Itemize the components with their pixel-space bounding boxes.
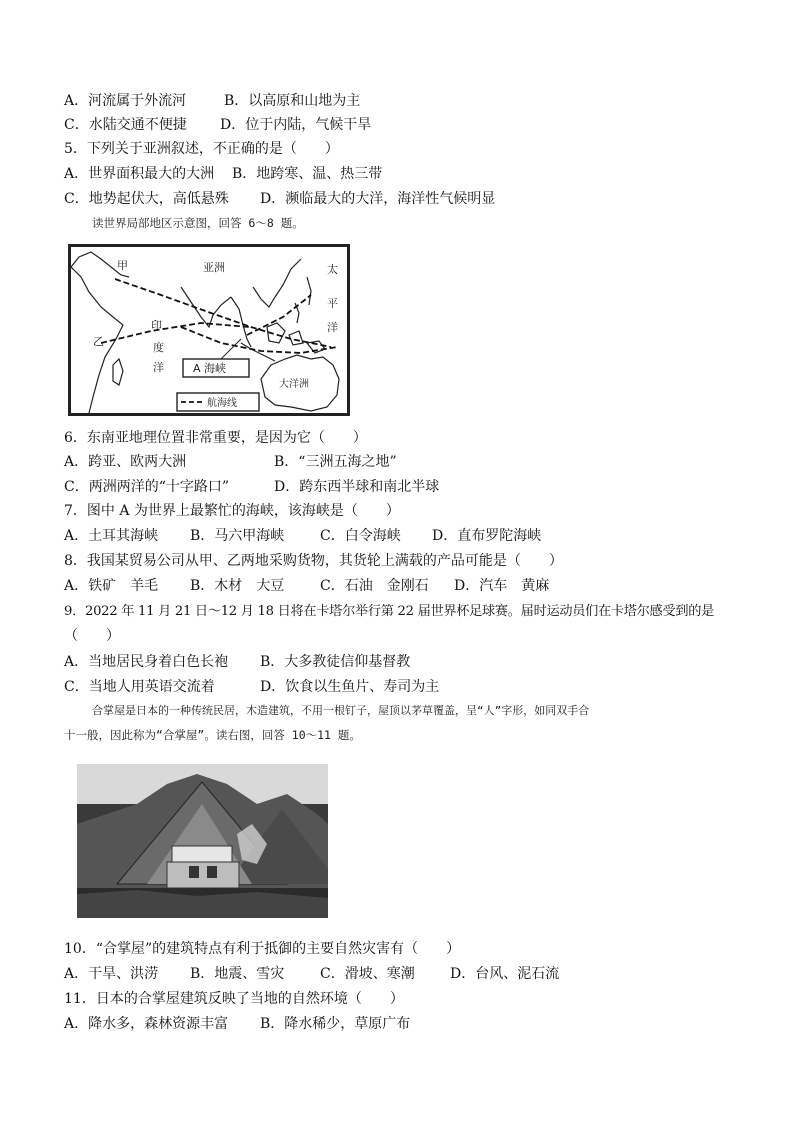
- map-label-yi: 乙: [93, 335, 104, 348]
- q7-option-b: B．马六甲海峡: [190, 528, 285, 544]
- map-legend-label: 航海线: [207, 398, 237, 409]
- q6-option-a: A．跨亚、欧两大洲: [64, 454, 187, 470]
- q4-option-d: D．位于内陆，气候干旱: [220, 117, 372, 133]
- q6-stem: 6．东南亚地理位置非常重要，是因为它（ ）: [64, 430, 367, 446]
- q4-options-row2: [64, 116, 744, 134]
- q5-option-d: D．濒临最大的大洋，海洋性气候明显: [260, 191, 496, 207]
- map-label-du: 度: [153, 341, 164, 354]
- q8-option-b: B．木材 大豆: [190, 578, 285, 594]
- q7-option-a: A．土耳其海峡: [64, 528, 159, 544]
- q10-option-a: A．干旱、洪涝: [64, 966, 159, 982]
- q8-option-a: A．铁矿 羊毛: [64, 578, 159, 594]
- q4-option-a: A．河流属于外流河: [64, 93, 187, 109]
- map-label-yang-indian: 洋: [153, 361, 164, 374]
- q11-option-a: A．降水多，森林资源丰富: [64, 1016, 229, 1032]
- q7-options: [64, 527, 744, 545]
- q10-options: [64, 965, 744, 983]
- q4-options-row1: [64, 92, 744, 110]
- q11-options: [64, 1015, 744, 1033]
- q6-options-row1: [64, 453, 744, 471]
- q8-stem: 8．我国某贸易公司从甲、乙两地采购货物，其货轮上满载的产品可能是（ ）: [64, 553, 563, 569]
- world-region-map: [68, 244, 350, 416]
- gassho-house-photo: [77, 764, 328, 918]
- map-label-yin: 印: [151, 319, 162, 332]
- passage-line1: 合掌屋是日本的一种传统民居，木造建筑，不用一根钉子，屋顶以茅草覆盖，呈“人”字形，如同双手合: [92, 704, 590, 717]
- q5-option-b: B．地跨寒、温、热三带: [232, 166, 383, 182]
- map-label-oceania: 大洋洲: [279, 379, 309, 390]
- q9-option-c: C．当地人用英语交流着: [64, 679, 215, 695]
- q7-option-d: D．直布罗陀海峡: [432, 528, 542, 544]
- gassho-house-drawing: [77, 764, 328, 918]
- q10-option-b: B．地震、雪灾: [190, 966, 285, 982]
- q8-options: [64, 577, 744, 595]
- q6-option-c: C．两洲两洋的“十字路口”: [64, 479, 230, 495]
- map-label-jia: 甲: [117, 259, 128, 272]
- q6-option-b: B．“三洲五海之地”: [274, 454, 397, 470]
- q11-stem: 11．日本的合掌屋建筑反映了当地的自然环境（ ）: [64, 991, 404, 1007]
- q4-option-b: B．以高原和山地为主: [224, 93, 361, 109]
- q11-option-b: B．降水稀少，草原广布: [260, 1016, 411, 1032]
- q9-option-b: B．大多教徒信仰基督教: [260, 654, 411, 670]
- q10-option-d: D．台风、泥石流: [450, 966, 560, 982]
- q9-option-a: A．当地居民身着白色长袍: [64, 654, 229, 670]
- q6-option-d: D．跨东西半球和南北半球: [274, 479, 440, 495]
- map-intro: 读世界局部地区示意图，回答 6～8 题。: [92, 216, 304, 230]
- q9-options-row2: [64, 678, 744, 696]
- map-drawing: [71, 247, 347, 413]
- q5-options-row1: [64, 165, 744, 183]
- q5-stem: 5．下列关于亚洲叙述，不正确的是（ ）: [64, 141, 339, 157]
- q5-options-row2: [64, 190, 744, 208]
- map-label-asia: 亚洲: [203, 261, 225, 274]
- q8-option-d: D．汽车 黄麻: [454, 578, 550, 594]
- q4-option-c: C．水陆交通不便捷: [64, 117, 187, 133]
- q9-stem-line1: 9．2022 年 11 月 21 日～12 月 18 日将在卡塔尔举行第 22 届世界杯足球赛。届时运动员们在卡塔尔感受到的是: [64, 604, 714, 619]
- q10-option-c: C．滑坡、寒潮: [320, 966, 415, 982]
- q9-stem-line2: （ ）: [64, 628, 120, 644]
- q6-options-row2: [64, 478, 744, 496]
- q7-stem: 7．图中 A 为世界上最繁忙的海峡，该海峡是（ ）: [64, 503, 400, 519]
- q5-option-c: C．地势起伏大，高低悬殊: [64, 191, 229, 207]
- q7-option-c: C．白令海峡: [320, 528, 401, 544]
- map-label-tai: 太: [327, 263, 338, 276]
- q8-option-c: C．石油 金刚石: [320, 578, 429, 594]
- passage-line2: 十一般，因此称为“合掌屋”。读右图，回答 10～11 题。: [64, 728, 361, 742]
- q9-option-d: D．饮食以生鱼片、寿司为主: [260, 679, 440, 695]
- map-label-yang-pacific: 洋: [327, 321, 338, 334]
- q9-options-row1: [64, 653, 744, 671]
- map-label-ping: 平: [327, 297, 338, 310]
- map-label-strait: A 海峡: [193, 362, 227, 375]
- q5-option-a: A．世界面积最大的大洲: [64, 166, 215, 182]
- q10-stem: 10．“合掌屋”的建筑特点有利于抵御的主要自然灾害有（ ）: [64, 941, 461, 957]
